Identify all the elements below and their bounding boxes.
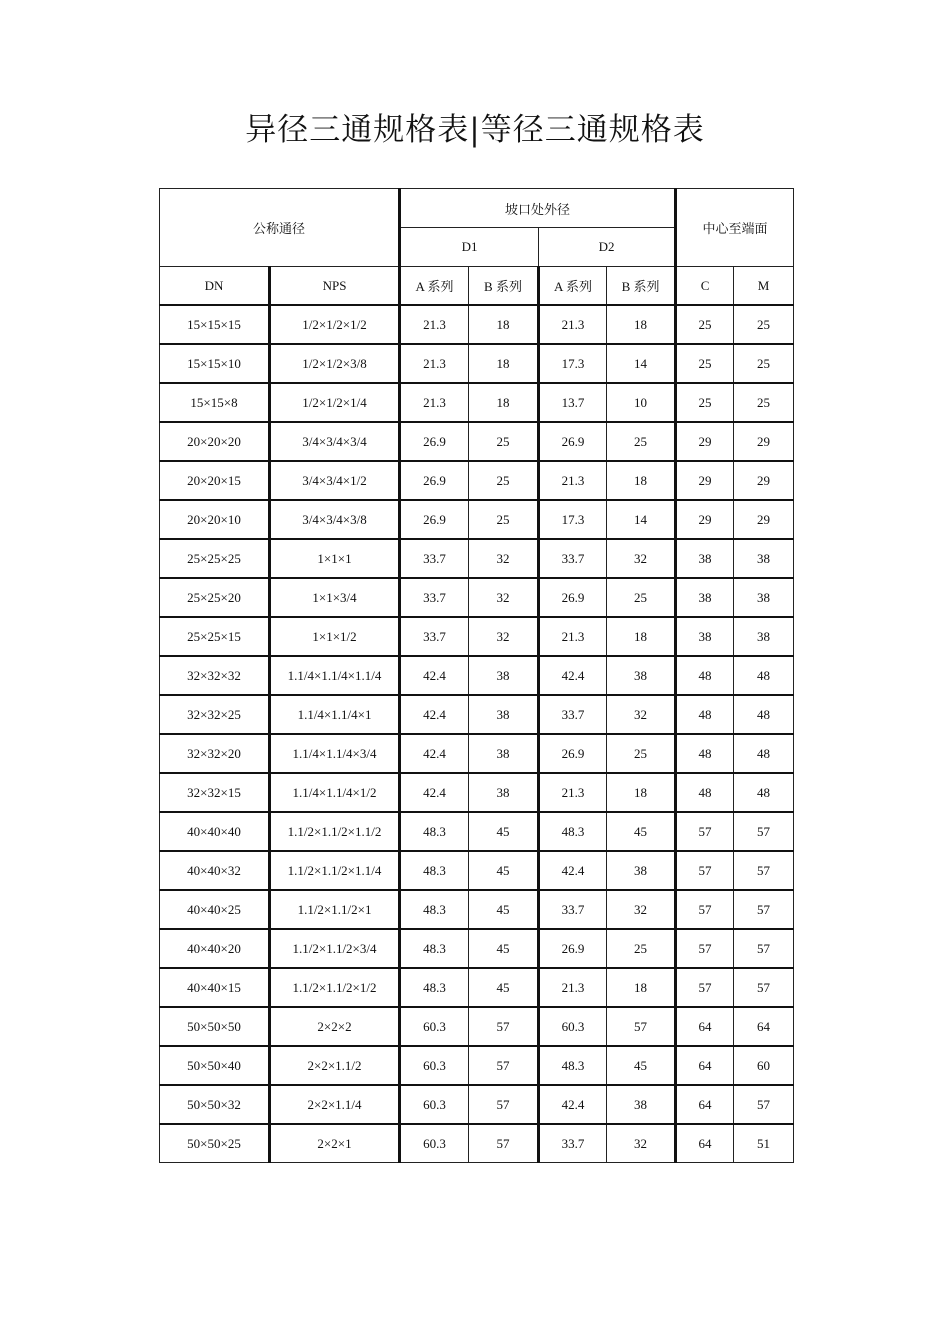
spec-table bbox=[159, 188, 794, 1163]
cell-d2-b: 32 bbox=[607, 890, 676, 929]
cell-nps: 1×1×1 bbox=[270, 539, 400, 578]
cell-m: 29 bbox=[734, 461, 794, 500]
table-row bbox=[160, 773, 794, 812]
cell-d2-b: 14 bbox=[607, 344, 676, 383]
cell-nps: 2×2×1 bbox=[270, 1124, 400, 1163]
cell-d2-b: 18 bbox=[607, 617, 676, 656]
cell-d1-a: 48.3 bbox=[400, 968, 469, 1007]
cell-c: 48 bbox=[676, 773, 734, 812]
cell-dn: 20×20×20 bbox=[160, 422, 270, 461]
cell-d1-b: 18 bbox=[469, 344, 539, 383]
header-m: M bbox=[734, 267, 794, 306]
cell-c: 48 bbox=[676, 734, 734, 773]
cell-m: 57 bbox=[734, 890, 794, 929]
cell-d1-b: 25 bbox=[469, 422, 539, 461]
cell-nps: 1×1×3/4 bbox=[270, 578, 400, 617]
cell-d1-b: 45 bbox=[469, 929, 539, 968]
cell-m: 38 bbox=[734, 617, 794, 656]
table-row bbox=[160, 1046, 794, 1085]
cell-d2-a: 48.3 bbox=[539, 1046, 607, 1085]
cell-d2-b: 18 bbox=[607, 461, 676, 500]
cell-d1-a: 26.9 bbox=[400, 500, 469, 539]
cell-dn: 50×50×50 bbox=[160, 1007, 270, 1046]
cell-d2-b: 14 bbox=[607, 500, 676, 539]
cell-m: 25 bbox=[734, 305, 794, 344]
cell-nps: 1.1/2×1.1/2×1 bbox=[270, 890, 400, 929]
cell-d1-a: 21.3 bbox=[400, 305, 469, 344]
cell-m: 60 bbox=[734, 1046, 794, 1085]
cell-d1-a: 48.3 bbox=[400, 812, 469, 851]
table-row bbox=[160, 1085, 794, 1124]
cell-d2-a: 26.9 bbox=[539, 578, 607, 617]
cell-m: 57 bbox=[734, 851, 794, 890]
table-row bbox=[160, 578, 794, 617]
cell-c: 57 bbox=[676, 890, 734, 929]
cell-c: 25 bbox=[676, 383, 734, 422]
page-title: 异径三通规格表|等径三通规格表 bbox=[245, 112, 705, 148]
cell-d1-b: 25 bbox=[469, 461, 539, 500]
cell-d1-b: 38 bbox=[469, 734, 539, 773]
cell-m: 38 bbox=[734, 539, 794, 578]
cell-nps: 1.1/4×1.1/4×1 bbox=[270, 695, 400, 734]
cell-dn: 40×40×40 bbox=[160, 812, 270, 851]
cell-dn: 15×15×8 bbox=[160, 383, 270, 422]
cell-d2-a: 26.9 bbox=[539, 929, 607, 968]
cell-d2-b: 45 bbox=[607, 1046, 676, 1085]
cell-d2-a: 33.7 bbox=[539, 890, 607, 929]
cell-nps: 2×2×1.1/2 bbox=[270, 1046, 400, 1085]
cell-c: 25 bbox=[676, 305, 734, 344]
cell-m: 57 bbox=[734, 1085, 794, 1124]
cell-nps: 3/4×3/4×3/8 bbox=[270, 500, 400, 539]
cell-nps: 1/2×1/2×1/4 bbox=[270, 383, 400, 422]
table-row bbox=[160, 890, 794, 929]
cell-dn: 15×15×10 bbox=[160, 344, 270, 383]
table-row bbox=[160, 383, 794, 422]
cell-m: 57 bbox=[734, 968, 794, 1007]
table-row bbox=[160, 1007, 794, 1046]
cell-d2-b: 25 bbox=[607, 734, 676, 773]
cell-d2-b: 25 bbox=[607, 929, 676, 968]
cell-dn: 40×40×25 bbox=[160, 890, 270, 929]
cell-m: 48 bbox=[734, 773, 794, 812]
cell-d1-b: 38 bbox=[469, 656, 539, 695]
cell-d2-b: 32 bbox=[607, 695, 676, 734]
cell-d2-a: 33.7 bbox=[539, 695, 607, 734]
cell-d2-a: 21.3 bbox=[539, 461, 607, 500]
cell-d2-a: 42.4 bbox=[539, 656, 607, 695]
cell-d1-b: 45 bbox=[469, 890, 539, 929]
cell-nps: 1.1/4×1.1/4×3/4 bbox=[270, 734, 400, 773]
cell-d2-a: 21.3 bbox=[539, 968, 607, 1007]
table-row bbox=[160, 422, 794, 461]
cell-dn: 25×25×25 bbox=[160, 539, 270, 578]
table-row bbox=[160, 656, 794, 695]
header-d1-b-series: B 系列 bbox=[469, 267, 539, 306]
cell-nps: 1.1/4×1.1/4×1/2 bbox=[270, 773, 400, 812]
table-row bbox=[160, 1124, 794, 1163]
cell-d1-b: 45 bbox=[469, 851, 539, 890]
cell-dn: 32×32×15 bbox=[160, 773, 270, 812]
cell-dn: 32×32×32 bbox=[160, 656, 270, 695]
table-row bbox=[160, 695, 794, 734]
cell-d1-b: 45 bbox=[469, 812, 539, 851]
cell-dn: 50×50×25 bbox=[160, 1124, 270, 1163]
table-row bbox=[160, 461, 794, 500]
cell-d2-a: 26.9 bbox=[539, 734, 607, 773]
cell-d1-a: 26.9 bbox=[400, 461, 469, 500]
cell-m: 29 bbox=[734, 500, 794, 539]
table-row bbox=[160, 305, 794, 344]
cell-dn: 32×32×25 bbox=[160, 695, 270, 734]
header-nps: NPS bbox=[270, 267, 400, 306]
table-row bbox=[160, 851, 794, 890]
cell-c: 29 bbox=[676, 461, 734, 500]
cell-nps: 1.1/2×1.1/2×3/4 bbox=[270, 929, 400, 968]
cell-d2-b: 18 bbox=[607, 305, 676, 344]
cell-d1-a: 48.3 bbox=[400, 890, 469, 929]
cell-m: 25 bbox=[734, 383, 794, 422]
cell-d1-a: 42.4 bbox=[400, 656, 469, 695]
table-row bbox=[160, 812, 794, 851]
cell-d2-a: 21.3 bbox=[539, 773, 607, 812]
cell-d1-b: 38 bbox=[469, 695, 539, 734]
cell-d1-a: 60.3 bbox=[400, 1046, 469, 1085]
cell-c: 29 bbox=[676, 422, 734, 461]
cell-c: 48 bbox=[676, 695, 734, 734]
cell-c: 64 bbox=[676, 1046, 734, 1085]
cell-m: 48 bbox=[734, 734, 794, 773]
cell-m: 64 bbox=[734, 1007, 794, 1046]
cell-m: 25 bbox=[734, 344, 794, 383]
cell-d1-a: 33.7 bbox=[400, 617, 469, 656]
cell-d1-b: 18 bbox=[469, 383, 539, 422]
cell-c: 64 bbox=[676, 1007, 734, 1046]
cell-d1-a: 21.3 bbox=[400, 383, 469, 422]
table-row bbox=[160, 617, 794, 656]
header-row-3 bbox=[160, 267, 794, 306]
cell-c: 38 bbox=[676, 578, 734, 617]
cell-c: 38 bbox=[676, 539, 734, 578]
cell-d2-b: 45 bbox=[607, 812, 676, 851]
cell-m: 57 bbox=[734, 812, 794, 851]
cell-nps: 1×1×1/2 bbox=[270, 617, 400, 656]
header-d2: D2 bbox=[539, 228, 676, 267]
cell-c: 57 bbox=[676, 812, 734, 851]
cell-m: 57 bbox=[734, 929, 794, 968]
cell-d1-b: 45 bbox=[469, 968, 539, 1007]
cell-dn: 40×40×32 bbox=[160, 851, 270, 890]
cell-d2-a: 21.3 bbox=[539, 617, 607, 656]
header-row-1 bbox=[160, 189, 794, 228]
cell-d2-b: 25 bbox=[607, 422, 676, 461]
cell-d1-a: 60.3 bbox=[400, 1085, 469, 1124]
header-nominal: 公称通径 bbox=[160, 189, 400, 267]
cell-d1-a: 42.4 bbox=[400, 695, 469, 734]
cell-c: 48 bbox=[676, 656, 734, 695]
cell-c: 25 bbox=[676, 344, 734, 383]
cell-d2-a: 26.9 bbox=[539, 422, 607, 461]
cell-dn: 50×50×40 bbox=[160, 1046, 270, 1085]
table-row bbox=[160, 929, 794, 968]
header-d1: D1 bbox=[400, 228, 539, 267]
cell-dn: 40×40×20 bbox=[160, 929, 270, 968]
table-row bbox=[160, 539, 794, 578]
cell-d2-b: 32 bbox=[607, 539, 676, 578]
header-center-to-end: 中心至端面 bbox=[676, 189, 794, 267]
cell-nps: 1/2×1/2×3/8 bbox=[270, 344, 400, 383]
cell-d2-a: 17.3 bbox=[539, 344, 607, 383]
cell-d2-b: 25 bbox=[607, 578, 676, 617]
cell-dn: 25×25×20 bbox=[160, 578, 270, 617]
cell-m: 48 bbox=[734, 656, 794, 695]
cell-d1-a: 26.9 bbox=[400, 422, 469, 461]
cell-d2-a: 33.7 bbox=[539, 1124, 607, 1163]
cell-d1-b: 32 bbox=[469, 539, 539, 578]
cell-c: 57 bbox=[676, 851, 734, 890]
cell-d2-a: 17.3 bbox=[539, 500, 607, 539]
cell-d2-a: 42.4 bbox=[539, 1085, 607, 1124]
cell-nps: 1.1/4×1.1/4×1.1/4 bbox=[270, 656, 400, 695]
cell-d1-b: 32 bbox=[469, 617, 539, 656]
cell-d1-a: 21.3 bbox=[400, 344, 469, 383]
cell-c: 57 bbox=[676, 929, 734, 968]
cell-c: 64 bbox=[676, 1085, 734, 1124]
cell-nps: 3/4×3/4×3/4 bbox=[270, 422, 400, 461]
header-bevel-od: 坡口处外径 bbox=[400, 189, 676, 228]
cell-m: 48 bbox=[734, 695, 794, 734]
cell-d2-a: 33.7 bbox=[539, 539, 607, 578]
table-row bbox=[160, 500, 794, 539]
cell-c: 38 bbox=[676, 617, 734, 656]
cell-nps: 2×2×2 bbox=[270, 1007, 400, 1046]
cell-d2-b: 38 bbox=[607, 1085, 676, 1124]
cell-d1-a: 33.7 bbox=[400, 539, 469, 578]
cell-d1-b: 57 bbox=[469, 1124, 539, 1163]
table-row bbox=[160, 734, 794, 773]
header-d2-a-series: A 系列 bbox=[539, 267, 607, 306]
cell-d1-a: 48.3 bbox=[400, 851, 469, 890]
table-row bbox=[160, 968, 794, 1007]
cell-dn: 15×15×15 bbox=[160, 305, 270, 344]
cell-d1-b: 57 bbox=[469, 1007, 539, 1046]
header-d2-b-series: B 系列 bbox=[607, 267, 676, 306]
cell-d1-a: 42.4 bbox=[400, 734, 469, 773]
cell-d2-b: 38 bbox=[607, 656, 676, 695]
cell-d2-a: 13.7 bbox=[539, 383, 607, 422]
cell-m: 29 bbox=[734, 422, 794, 461]
header-c: C bbox=[676, 267, 734, 306]
cell-d1-b: 32 bbox=[469, 578, 539, 617]
cell-dn: 20×20×10 bbox=[160, 500, 270, 539]
cell-d1-b: 57 bbox=[469, 1046, 539, 1085]
cell-nps: 1/2×1/2×1/2 bbox=[270, 305, 400, 344]
cell-d1-b: 57 bbox=[469, 1085, 539, 1124]
cell-d2-b: 38 bbox=[607, 851, 676, 890]
cell-dn: 32×32×20 bbox=[160, 734, 270, 773]
table-body bbox=[160, 189, 794, 1163]
cell-d2-b: 18 bbox=[607, 773, 676, 812]
header-dn: DN bbox=[160, 267, 270, 306]
cell-d1-a: 33.7 bbox=[400, 578, 469, 617]
cell-nps: 1.1/2×1.1/2×1/2 bbox=[270, 968, 400, 1007]
cell-d1-a: 42.4 bbox=[400, 773, 469, 812]
cell-d2-b: 10 bbox=[607, 383, 676, 422]
cell-d1-a: 48.3 bbox=[400, 929, 469, 968]
cell-m: 38 bbox=[734, 578, 794, 617]
cell-d2-b: 32 bbox=[607, 1124, 676, 1163]
cell-d1-b: 38 bbox=[469, 773, 539, 812]
cell-d2-a: 42.4 bbox=[539, 851, 607, 890]
cell-d2-a: 21.3 bbox=[539, 305, 607, 344]
cell-nps: 3/4×3/4×1/2 bbox=[270, 461, 400, 500]
cell-d1-b: 18 bbox=[469, 305, 539, 344]
cell-dn: 25×25×15 bbox=[160, 617, 270, 656]
cell-c: 57 bbox=[676, 968, 734, 1007]
cell-d1-a: 60.3 bbox=[400, 1007, 469, 1046]
cell-d2-b: 57 bbox=[607, 1007, 676, 1046]
cell-d2-a: 60.3 bbox=[539, 1007, 607, 1046]
cell-d2-b: 18 bbox=[607, 968, 676, 1007]
cell-nps: 1.1/2×1.1/2×1.1/2 bbox=[270, 812, 400, 851]
cell-d1-b: 25 bbox=[469, 500, 539, 539]
cell-dn: 20×20×15 bbox=[160, 461, 270, 500]
cell-m: 51 bbox=[734, 1124, 794, 1163]
cell-dn: 40×40×15 bbox=[160, 968, 270, 1007]
cell-nps: 1.1/2×1.1/2×1.1/4 bbox=[270, 851, 400, 890]
table-row bbox=[160, 344, 794, 383]
cell-dn: 50×50×32 bbox=[160, 1085, 270, 1124]
cell-nps: 2×2×1.1/4 bbox=[270, 1085, 400, 1124]
header-d1-a-series: A 系列 bbox=[400, 267, 469, 306]
cell-d1-a: 60.3 bbox=[400, 1124, 469, 1163]
cell-c: 64 bbox=[676, 1124, 734, 1163]
cell-d2-a: 48.3 bbox=[539, 812, 607, 851]
cell-c: 29 bbox=[676, 500, 734, 539]
